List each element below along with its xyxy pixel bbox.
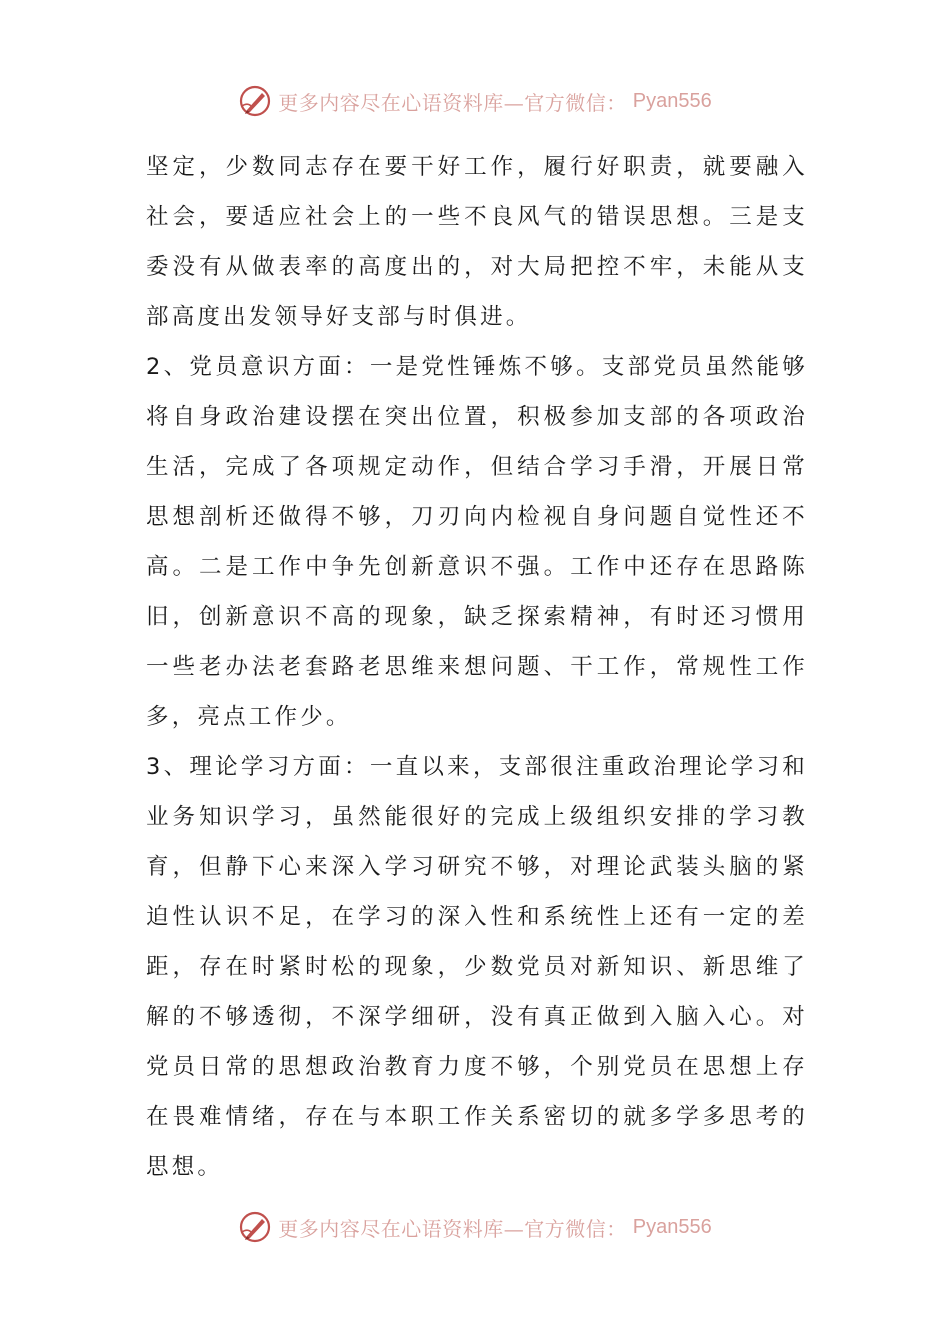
header-banner [0, 84, 950, 118]
document-body [146, 142, 808, 1192]
pen-logo-icon [238, 1210, 272, 1244]
paragraph: 坚定，少数同志存在要干好工作，履行好职责，就要融入社会，要适应社会上的一些不良风气的错误思想。三是支委没有从做表率的高度出的，对大局把控不牢，未能从支部高度出发领导好支部与时俱进。 [146, 154, 808, 330]
banner-text: 更多内容尽在心语资料库—官方微信： [278, 90, 627, 115]
wechat-handle: Pyan556 [632, 1215, 712, 1238]
footer-banner [0, 1210, 950, 1244]
wechat-handle: Pyan556 [632, 89, 712, 112]
paragraph: 3、理论学习方面：一直以来，支部很注重政治理论学习和业务知识学习，虽然能很好的完成上级组织安排的学习教育，但静下心来深入学习研究不够，对理论武装头脑的紧迫性认识不足，在学习的深入性和系统性上还有一定的差距，存在时紧时松的现象，少数党员对新知识、新思维了解的不够透彻，不深学细研，没有真正做到入脑入心。对党员日常的思想政治教育力度不够，个别党员在思想上存在畏难情绪，存在与本职工作关系密切的就多学多思考的思想。 [146, 754, 808, 1180]
banner-text: 更多内容尽在心语资料库—官方微信： [278, 1216, 627, 1241]
paragraph: 2、党员意识方面：一是党性锤炼不够。支部党员虽然能够将自身政治建设摆在突出位置，积极参加支部的各项政治生活，完成了各项规定动作，但结合学习手滑，开展日常思想剖析还做得不够，刀刃向内检视自身问题自觉性还不高。二是工作中争先创新意识不强。工作中还存在思路陈旧，创新意识不高的现象，缺乏探索精神，有时还习惯用一些老办法老套路老思维来想问题、干工作，常规性工作多，亮点工作少。 [146, 354, 808, 730]
pen-logo-icon [238, 84, 272, 118]
